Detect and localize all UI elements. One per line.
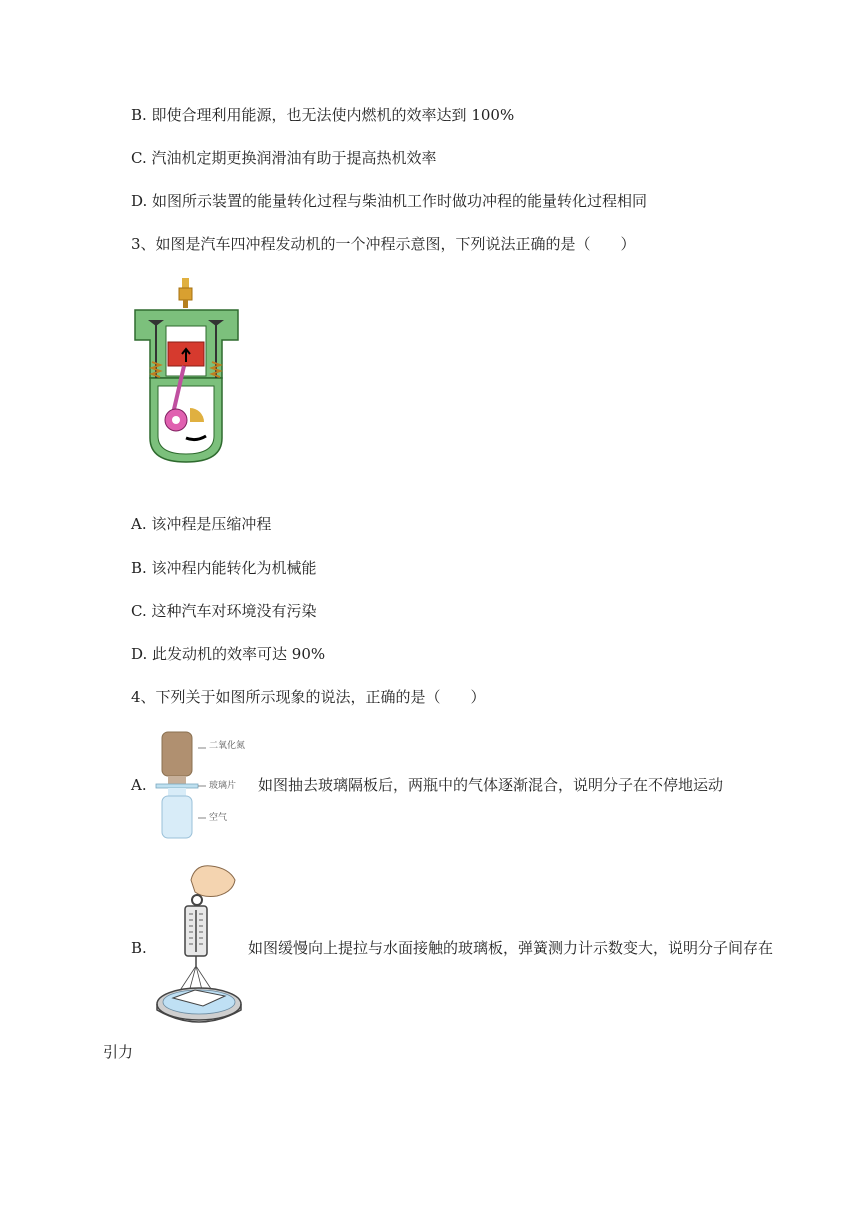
q3-option-d: D. 此发动机的效率可达 90% bbox=[131, 645, 326, 663]
engine-diagram bbox=[130, 278, 242, 466]
q3-option-b: B. 该冲程内能转化为机械能 bbox=[131, 559, 317, 577]
q4-option-b-text: 如图缓慢向上提拉与水面接触的玻璃板，弹簧测力计示数变大，说明分子间存在 bbox=[248, 939, 774, 957]
q4-option-b-label: B. bbox=[131, 939, 147, 957]
question-3: 3、如图是汽车四冲程发动机的一个冲程示意图，下列说法正确的是（ ） bbox=[131, 235, 636, 253]
question-4: 4、下列关于如图所示现象的说法，正确的是（ ） bbox=[131, 688, 486, 706]
q4-option-a-label: A. bbox=[131, 776, 147, 794]
q2-option-c: C. 汽油机定期更换润滑油有助于提高热机效率 bbox=[131, 149, 437, 167]
q2-option-b: B. 即使合理利用能源，也无法使内燃机的效率达到 100% bbox=[131, 106, 515, 124]
q3-option-c: C. 这种汽车对环境没有污染 bbox=[131, 602, 317, 620]
glass-plate-label: 玻璃片 bbox=[209, 781, 237, 791]
bottle-top-label: 二氧化氮 bbox=[209, 741, 246, 751]
spring-scale-figure bbox=[155, 862, 250, 1032]
q4-option-a-text: 如图抽去玻璃隔板后，两瓶中的气体逐渐混合，说明分子在不停地运动 bbox=[258, 776, 724, 794]
q4-option-b-continuation: 引力 bbox=[103, 1043, 134, 1061]
bottle-bottom-label: 空气 bbox=[209, 813, 228, 823]
q3-option-a: A. 该冲程是压缩冲程 bbox=[131, 515, 272, 533]
q2-option-d: D. 如图所示装置的能量转化过程与柴油机工作时做功冲程的能量转化过程相同 bbox=[131, 192, 648, 210]
